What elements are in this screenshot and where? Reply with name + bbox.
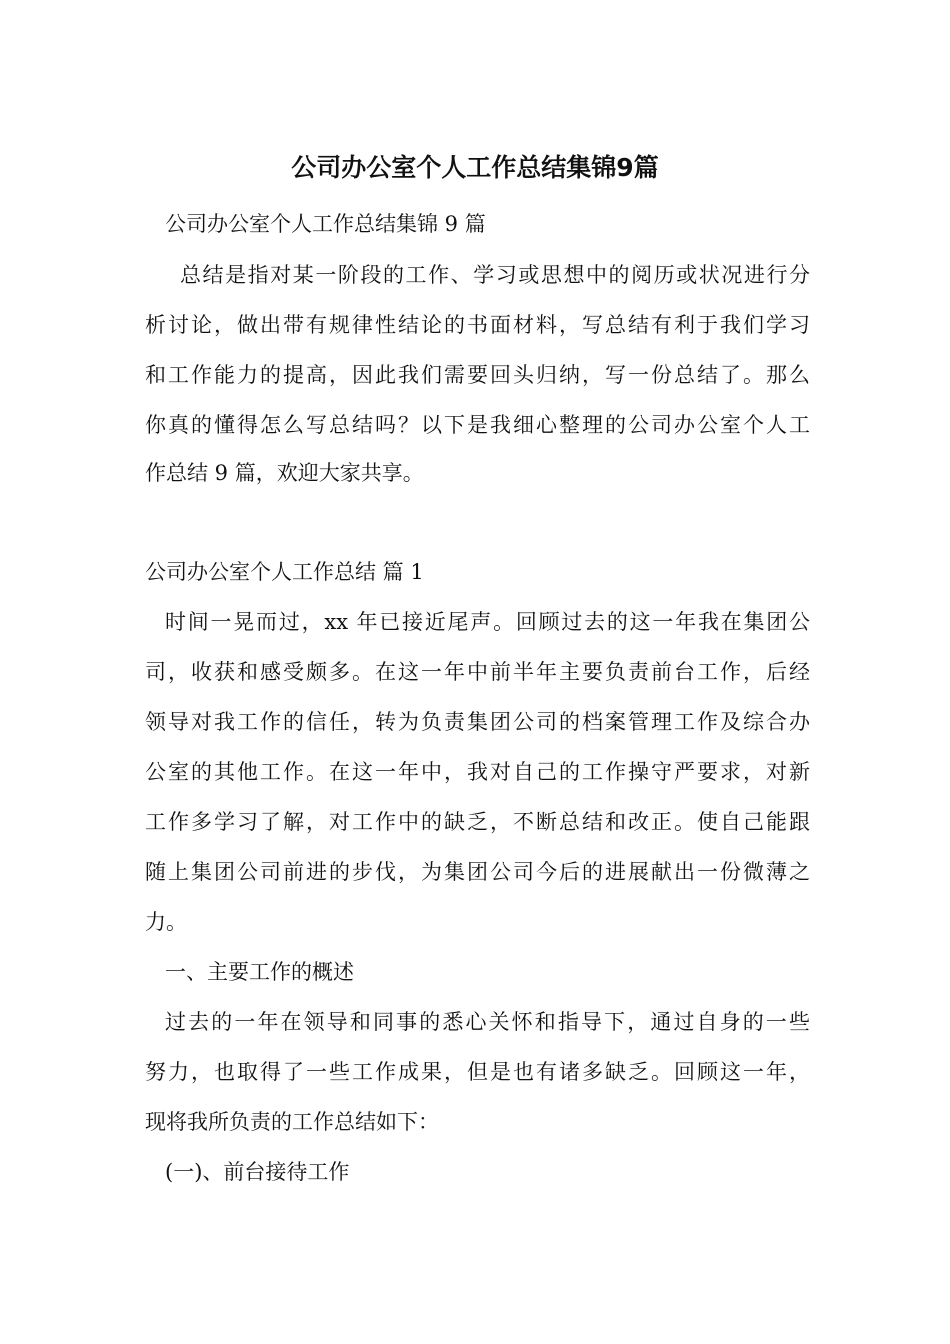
paragraph-line: 工作多学习了解，对工作中的缺乏，不断总结和改正。使自己能跟 [145,810,810,834]
paragraph-line: 司，收获和感受颇多。在这一年中前半年主要负责前台工作，后经 [145,660,810,684]
paragraph-line: 力。 [145,910,187,934]
paragraph-line: 领导对我工作的信任，转为负责集团公司的档案管理工作及综合办 [145,710,810,734]
paragraph-line: 公室的其他工作。在这一年中，我对自己的工作操守严要求，对新 [145,760,810,784]
paragraph-line: 时间一晃而过，xx 年已接近尾声。回顾过去的这一年我在集团公 [165,610,810,634]
paragraph-line: 过去的一年在领导和同事的悉心关怀和指导下，通过自身的一些 [165,1010,810,1034]
paragraph-line: 总结是指对某一阶段的工作、学习或思想中的阅历或状况进行分 [180,263,810,287]
paragraph-line: 作总结 9 篇，欢迎大家共享。 [145,461,424,485]
document-title: 公司办公室个人工作总结集锦9篇 [291,153,659,182]
paragraph-line: 析讨论，做出带有规律性结论的书面材料，写总结有利于我们学习 [145,313,810,337]
subsection-heading: 一、主要工作的概述 [165,960,354,984]
paragraph-line: 你真的懂得怎么写总结吗？以下是我细心整理的公司办公室个人工 [145,413,810,437]
paragraph-line: 随上集团公司前进的步伐，为集团公司今后的进展献出一份微薄之 [145,860,810,884]
subtitle-line: 公司办公室个人工作总结集锦 9 篇 [165,212,486,236]
section-heading: 公司办公室个人工作总结 篇 1 [145,560,424,584]
paragraph-line: 现将我所负责的工作总结如下： [145,1110,439,1134]
paragraph-line: 和工作能力的提高，因此我们需要回头归纳，写一份总结了。那么 [145,363,810,387]
paragraph-line: 努力，也取得了一些工作成果，但是也有诸多缺乏。回顾这一年， [145,1060,810,1084]
subsection-heading: (一)、前台接待工作 [165,1160,350,1184]
